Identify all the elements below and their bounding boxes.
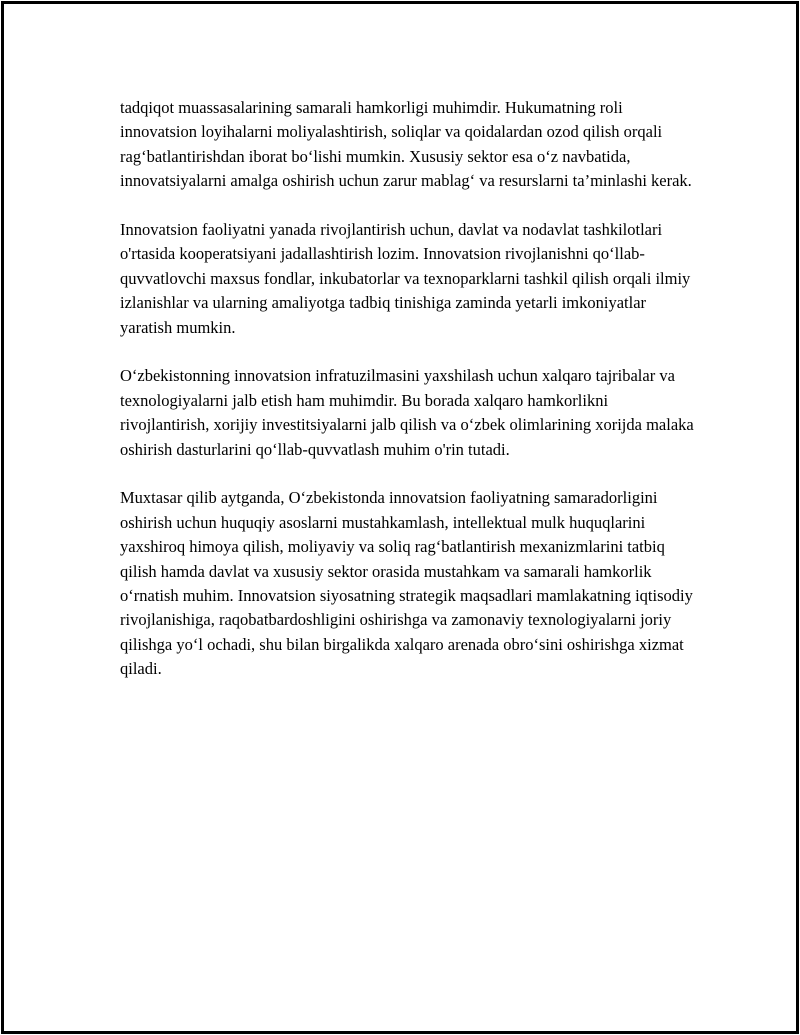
paragraph-2: Innovatsion faoliyatni yanada rivojlantirish uchun, davlat va nodavlat tashkilotlari o'rtasida kooperatsiyani jadallashtirish lozim. Innovatsion rivojlanishni qo‘llab-quvvatlovchi maxsus fondlar, inkubatorlar va texnoparklarni tashkil qilish orqali ilmiy izlanishlar va ularning amaliyotga tadbiq tinishiga zaminda yetarli imkoniyatlar yaratish mumkin. [120, 220, 691, 337]
paragraph-4: Muxtasar qilib aytganda, O‘zbekistonda innovatsion faoliyatning samaradorligini oshirish uchun huquqiy asoslarni mustahkamlash, intellektual mulk huquqlarini yaxshiroq himoya qilish, moliyaviy va soliq rag‘batlantirish mexanizmlarini tatbiq qilish hamda davlat va xususiy sektor orasida mustahkam va samarali hamkorlik o‘rnatish muhim. Innovatsion siyosatning strategik maqsadlari mamlakatning iqtisodiy rivojlanishiga, raqobatbardoshligini oshirishga va zamonaviy texnologiyalarni joriy qilishga yo‘l ochadi, shu bilan birgalikda xalqaro arenada obro‘sini oshirishga xizmat qiladi. [120, 488, 693, 679]
paragraph-1: tadqiqot muassasalarining samarali hamkorligi muhimdir. Hukumatning roli innovatsion loyihalarni moliyalashtirish, soliqlar va qoidalardan ozod qilish orqali rag‘batlantirishdan iborat bo‘lishi mumkin. Xususiy sektor esa o‘z navbatida, innovatsiyalarni amalga oshirish uchun zarur mablag‘ va resurslarni ta’minlashi kerak. [120, 98, 692, 191]
document-body [120, 96, 700, 706]
document-page [1, 1, 799, 1034]
paragraph-3: O‘zbekistonning innovatsion infratuzilmasini yaxshilash uchun xalqaro tajribalar va texnologiyalarni jalb etish ham muhimdir. Bu borada xalqaro hamkorlikni rivojlantirish, xorijiy investitsiyalarni jalb qilish va o‘zbek olimlarining xorijda malaka oshirish dasturlarini qo‘llab-quvvatlash muhim o'rin tutadi. [120, 366, 694, 459]
